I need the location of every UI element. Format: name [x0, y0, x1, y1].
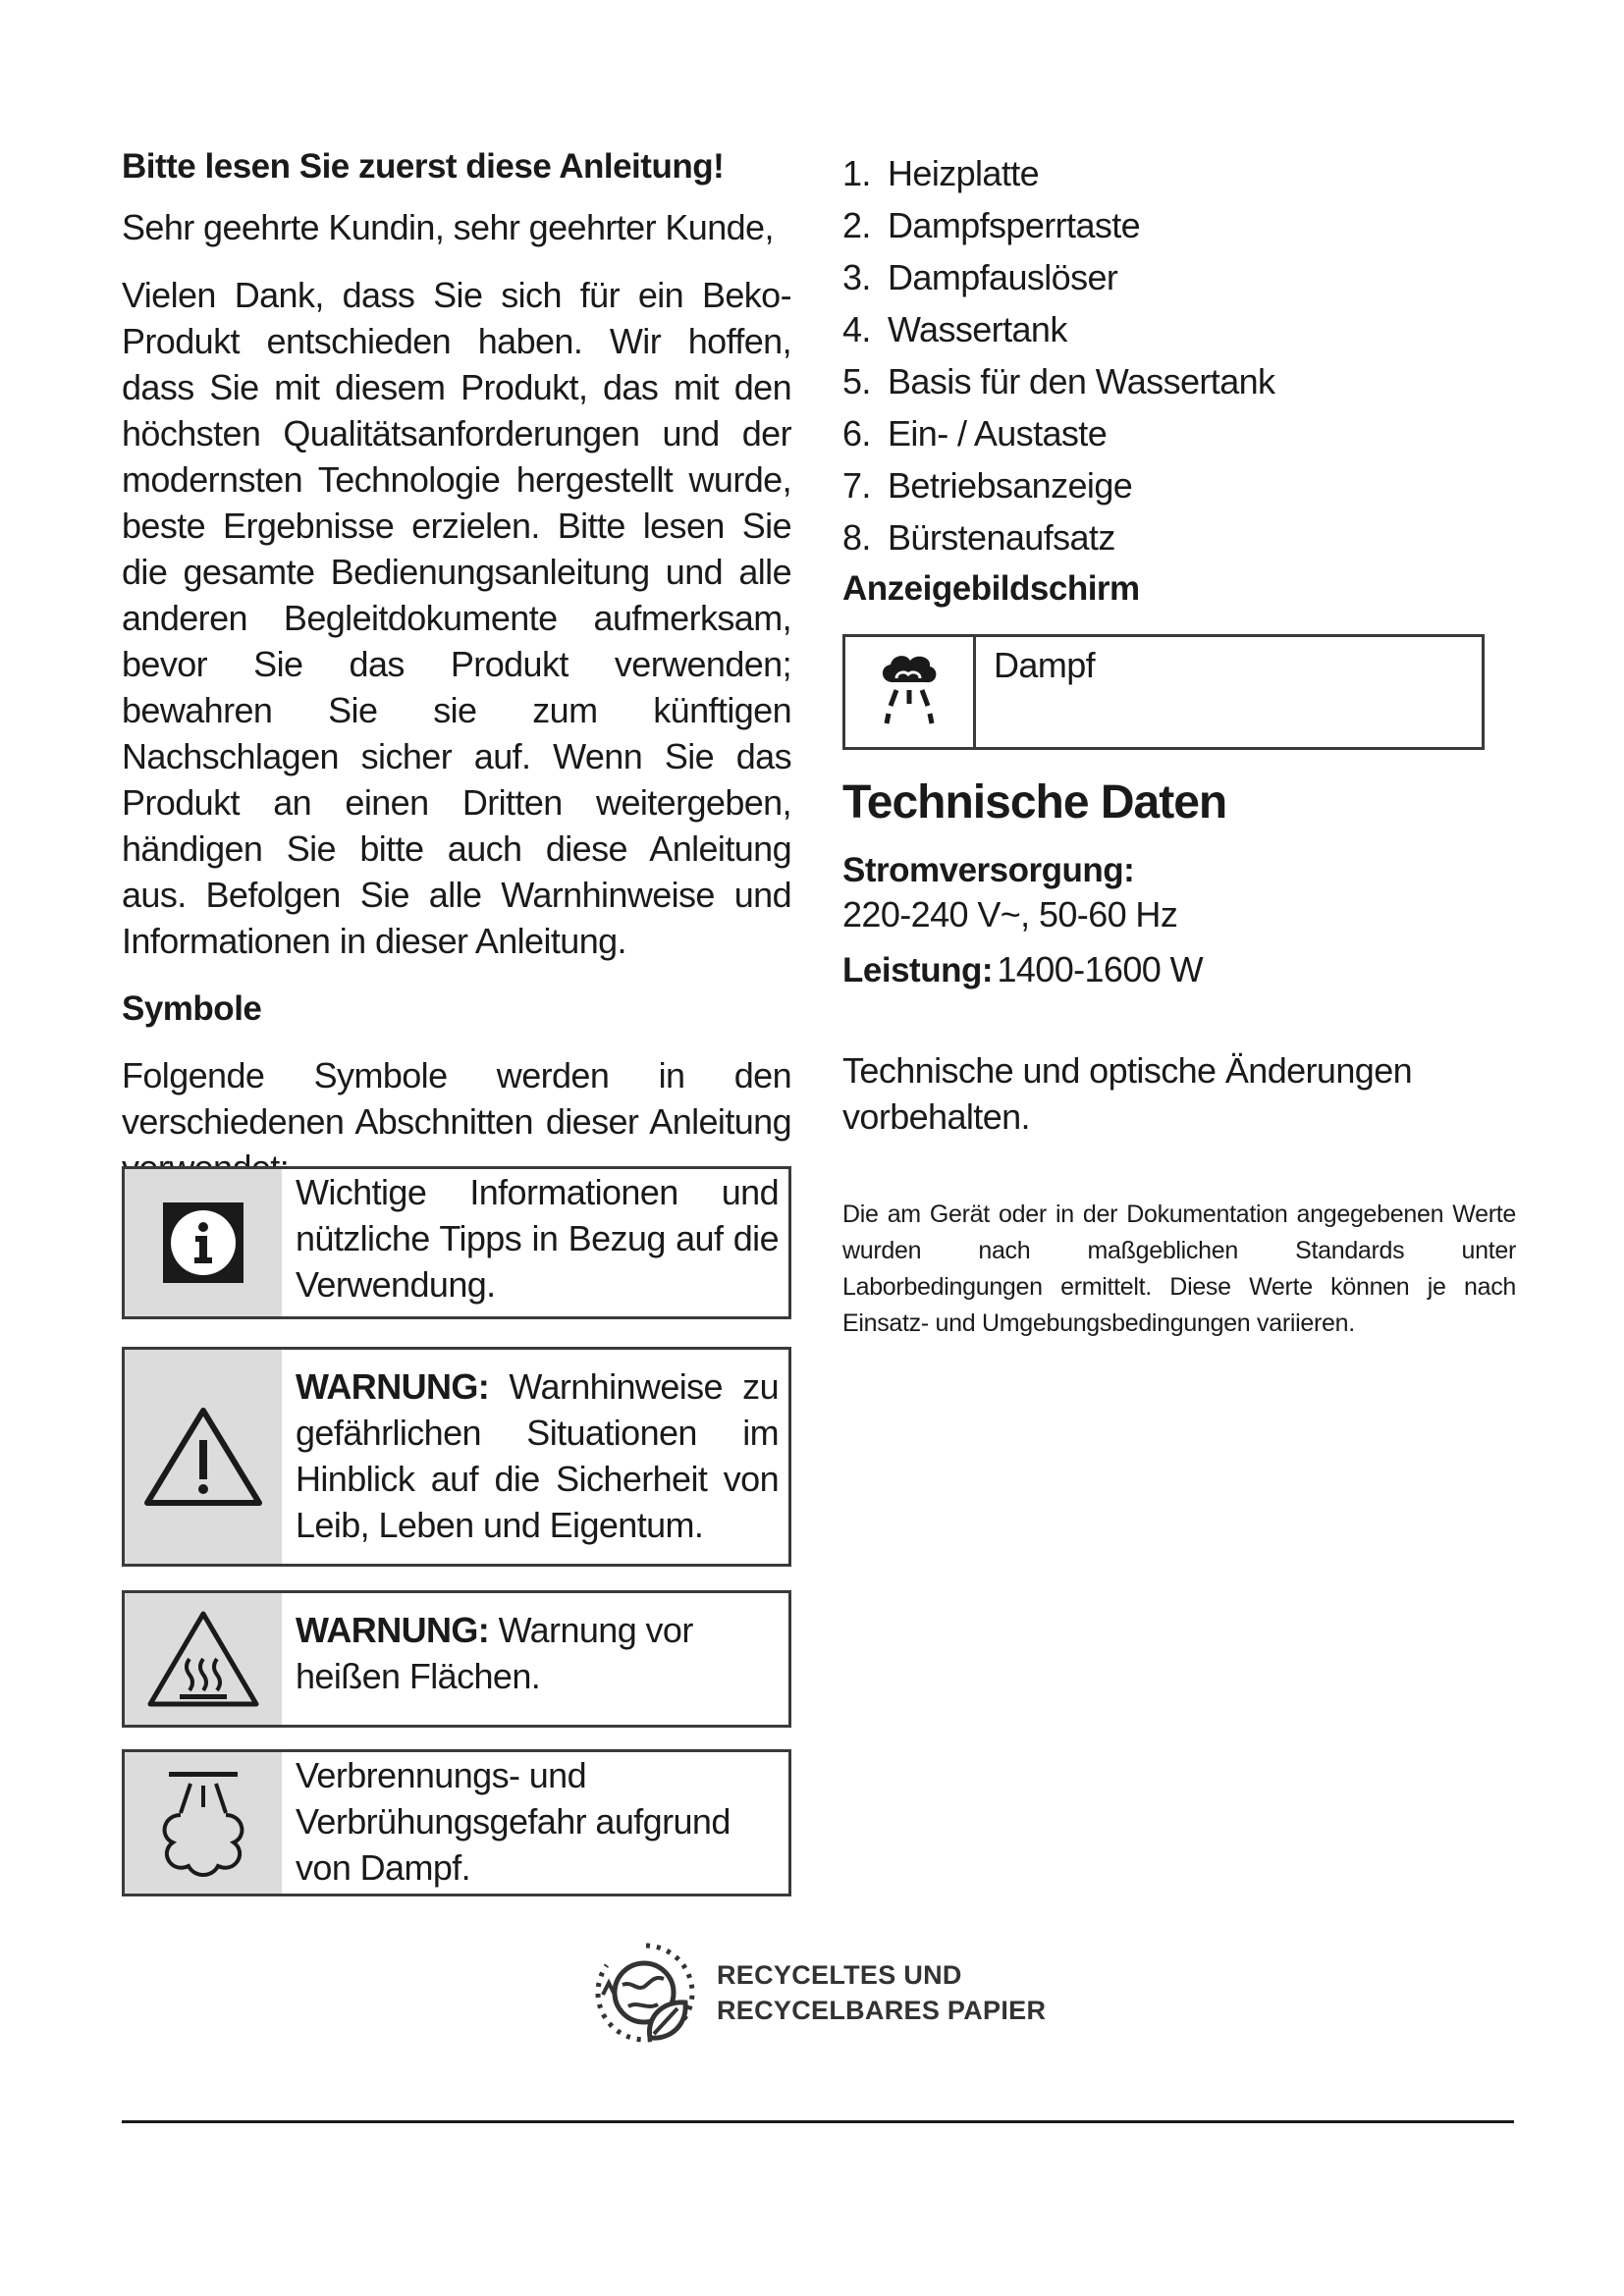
recycle-line-2: RECYCELBARES PAPIER: [717, 1996, 1047, 2025]
list-item: 4. Wassertank: [842, 309, 1067, 349]
list-item: 6. Ein- / Austaste: [842, 413, 1108, 454]
hot-surface-icon: [125, 1593, 282, 1725]
power-supply-value: 220-240 V~, 50-60 Hz: [842, 894, 1178, 934]
symbol-warning-text: Warnhinweise zu gefährlichen Situationen im Hinblick auf die Sicherheit von Leib, Leben und Eigentum.: [296, 1366, 779, 1545]
recycle-globe-icon: [589, 1936, 703, 2050]
steam-hazard-icon: [125, 1752, 282, 1894]
symbol-hot-label: WARNUNG:: [296, 1610, 490, 1650]
display-table: [842, 634, 1485, 750]
steam-icon: [845, 637, 976, 747]
list-item: 3. Dampfauslöser: [842, 257, 1118, 297]
power-label: Leistung:: [842, 951, 993, 989]
right-column: [842, 147, 1516, 1342]
power-supply-label: Stromversorgung:: [842, 851, 1135, 889]
bottom-divider: [122, 2120, 1514, 2123]
intro-heading: Bitte lesen Sie zuerst diese Anleitung!: [122, 147, 725, 186]
display-heading: Anzeigebildschirm: [842, 569, 1140, 608]
list-item: 5. Basis für den Wassertank: [842, 361, 1275, 401]
parts-list: [842, 147, 1516, 563]
symbol-box-steam: [122, 1749, 791, 1896]
list-item: 7. Betriebsanzeige: [842, 465, 1133, 506]
recycle-line-1: RECYCELTES UND: [717, 1960, 962, 1990]
lab-note: Die am Gerät oder in der Dokumentation angegebenen Werte wurden nach maßgeblichen Standards unter Laborbedingungen ermittelt. Diese Werte können je nach Einsatz- und Umgebungsbedingungen variieren.: [842, 1201, 1516, 1337]
symbol-box-hot-surface: [122, 1590, 791, 1728]
symbols-heading: Symbole: [122, 989, 262, 1028]
symbols-intro: Folgende Symbole werden in den verschiedenen Abschnitten dieser Anleitung: [122, 1055, 791, 1142]
left-column: [122, 147, 791, 1191]
symbol-box-warning: [122, 1347, 791, 1567]
info-icon: [125, 1169, 282, 1316]
salutation: Sehr geehrte Kundin, sehr geehrter Kunde,: [122, 207, 774, 247]
display-steam-label: Dampf: [994, 645, 1096, 685]
power-row: [842, 949, 1516, 990]
symbol-info-text: Wichtige Informationen und nützliche Tipps in Bezug auf die Verwendung.: [296, 1172, 779, 1305]
list-item: 1. Heizplatte: [842, 153, 1040, 193]
symbol-steam-text: Verbrennungs- und Verbrühungsgefahr aufgrund von Dampf.: [296, 1755, 731, 1888]
power-value: 1400-1600 W: [997, 949, 1203, 989]
symbol-warning-label: WARNUNG:: [296, 1366, 490, 1407]
tech-heading: Technische Daten: [842, 776, 1227, 828]
symbol-hot-text: Warnung vor heißen Flächen.: [296, 1610, 693, 1696]
warning-triangle-icon: [125, 1350, 282, 1564]
symbol-box-info: [122, 1166, 791, 1319]
list-item: 2. Dampfsperrtaste: [842, 205, 1141, 245]
list-item: 8. Bürstenaufsatz: [842, 517, 1115, 558]
changes-note: Technische und optische Änderungen vorbehalten.: [842, 1050, 1413, 1137]
recycle-badge: [589, 1929, 1060, 2056]
intro-paragraph: Vielen Dank, dass Sie sich für ein Beko-Produkt entschieden haben. Wir hoffen, dass Sie mit diesem Produkt, das mit den höchsten Qualitätsanforderungen und der modernsten Technologie hergestellt wurde, beste Ergebnisse erzielen. Bitte lesen Sie die gesamte Bedienungsanleitung und alle anderen Begleitdokumente aufmerksam, bevor Sie das Produkt verwenden; bewahren Sie sie zum künftigen Nachschlagen sicher auf. Wenn Sie das Produkt an einen Dritten weitergeben, händigen Sie bitte auch diese Anleitung aus. Befolgen Sie alle Warnhinweise und Informationen in dieser Anleitung.: [122, 275, 791, 961]
